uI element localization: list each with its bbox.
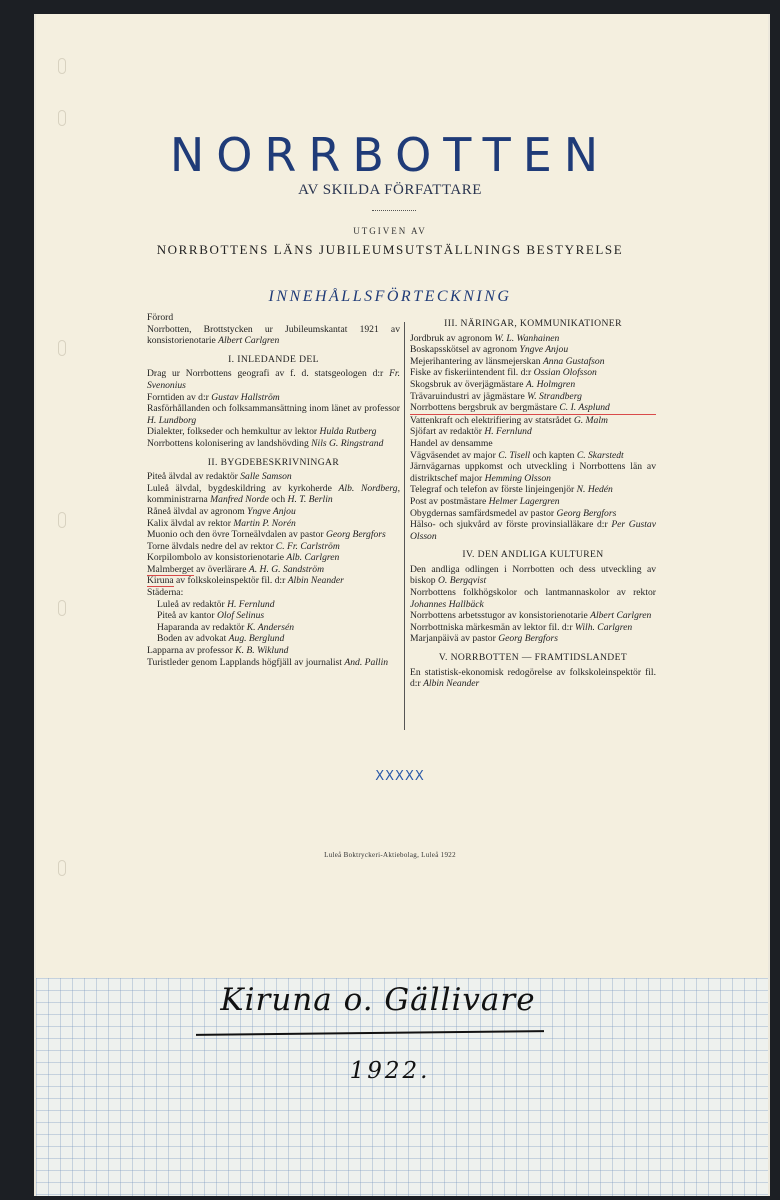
page-subtitle: AV SKILDA FÖRFATTARE bbox=[298, 182, 482, 198]
ornament-text: XXXXX bbox=[375, 769, 425, 782]
entry-text: Haparanda av redaktör bbox=[157, 621, 247, 633]
toc-entry bbox=[410, 450, 656, 462]
entry-text: Turistleder genom Lapplands högfjäll av journalist bbox=[147, 656, 345, 668]
author-name: Fr. Svenonius bbox=[147, 368, 400, 391]
entry-text: Muonio och den övre Torneälvdalen av pastor bbox=[147, 529, 326, 541]
published-by-label: UTGIVEN AV bbox=[353, 226, 427, 236]
author-name: Albert Carlgren bbox=[590, 610, 652, 622]
author-name: Alb. Carlgren bbox=[286, 552, 340, 564]
entry-text: Förord bbox=[147, 312, 174, 323]
entry-text: Boden av advokat bbox=[157, 633, 229, 645]
toc-entry bbox=[147, 552, 400, 564]
toc-entry bbox=[147, 599, 400, 611]
author-name: W. Strandberg bbox=[527, 390, 582, 402]
handwritten-place: Kiruna o. Gällivare bbox=[220, 982, 536, 1018]
section-heading: III. NÄRINGAR, KOMMUNIKATIONER bbox=[444, 318, 622, 329]
column-divider bbox=[404, 322, 405, 730]
entry-text: Norrbotten, Brottstycken ur Jubileumskantat 1921 av konsistorienotarie bbox=[147, 323, 400, 347]
toc-entry bbox=[410, 402, 656, 415]
ornament bbox=[364, 768, 436, 782]
author-name: Ossian Olofsson bbox=[533, 367, 597, 379]
entry-text: Hälso- och sjukvård av förste provinsialläkare d:r bbox=[410, 519, 612, 531]
toc-entry bbox=[410, 438, 656, 450]
toc-entry bbox=[147, 438, 400, 450]
entry-text: Trävaruindustri av jägmästare bbox=[410, 390, 528, 402]
author-name: N. Hedén bbox=[576, 484, 613, 496]
toc-heading: INNEHÅLLSFÖRTECKNING bbox=[268, 288, 512, 305]
toc-entry bbox=[147, 622, 400, 634]
toc-entry bbox=[147, 575, 400, 587]
entry-text: och bbox=[268, 494, 288, 506]
toc-entry bbox=[410, 426, 656, 438]
toc-entry bbox=[147, 324, 400, 347]
publisher-name: NORRBOTTENS LÄNS JUBILEUMSUTSTÄLLNINGS BESTYRELSE bbox=[156, 242, 624, 257]
entry-text: och kapten bbox=[530, 449, 577, 461]
entry-text: Städerna: bbox=[147, 587, 184, 599]
entry-text: Mejerihantering av länsmejerskan bbox=[410, 355, 543, 367]
author-name: G. Malm bbox=[573, 414, 608, 426]
toc-entry bbox=[410, 667, 656, 690]
author-name: Hemming Olsson bbox=[484, 472, 551, 484]
entry-text: Korpilombolo av konsistorienotarie bbox=[147, 552, 287, 564]
toc-left-column bbox=[147, 312, 400, 668]
toc-entry bbox=[147, 483, 400, 506]
entry-text: Obygdernas samfärdsmedel av pastor bbox=[410, 507, 557, 519]
author-name: Georg Bergfors bbox=[498, 633, 558, 645]
entry-text: komministrarna bbox=[147, 494, 211, 506]
entry-text: av överlärare bbox=[193, 563, 249, 575]
toc-entry bbox=[147, 392, 400, 404]
toc-entry bbox=[147, 506, 400, 518]
author-name: K. B. Wiklund bbox=[235, 645, 289, 657]
section-heading: IV. DEN ANDLIGA KULTUREN bbox=[462, 549, 604, 561]
toc-entry bbox=[147, 564, 400, 576]
author-name: Wilh. Carlgren bbox=[574, 621, 633, 633]
toc-entry bbox=[410, 391, 656, 403]
author-name: C. Skarstedt bbox=[576, 449, 624, 461]
entry-text: Jordbruk av agronom bbox=[410, 332, 495, 344]
entry-text: Kalix älvdal av rektor bbox=[147, 517, 234, 529]
section-heading: II. BYGDEBESKRIVNINGAR bbox=[207, 456, 340, 468]
entry-text: Piteå älvdal av redaktör bbox=[147, 471, 241, 483]
entry-text: Vattenkraft och elektrifiering av statsrådet bbox=[410, 414, 574, 426]
author-name: Johannes Hallbäck bbox=[410, 598, 484, 610]
author-name: Aug. Berglund bbox=[228, 633, 285, 645]
entry-text: Post av postmästare bbox=[410, 495, 489, 507]
entry-text: av folkskoleinspektör fil. d:r bbox=[173, 575, 288, 587]
toc-entry bbox=[410, 415, 656, 427]
author-name: Helmer Lagergren bbox=[488, 495, 560, 507]
entry-text: Forntiden av d:r bbox=[147, 391, 212, 403]
toc-entry bbox=[147, 633, 400, 645]
entry-text: Marjanpäivä av pastor bbox=[410, 633, 499, 645]
author-name: Yngve Anjou bbox=[247, 505, 296, 517]
author-name: Alb. Nordberg, bbox=[338, 482, 400, 494]
entry-text: Rasförhållanden och folksammansättning inom länet av professor bbox=[147, 403, 400, 415]
section-heading: V. NORRBOTTEN — FRAMTIDSLANDET bbox=[438, 652, 628, 664]
toc-entry bbox=[147, 541, 400, 553]
author-name: C. I. Asplund bbox=[559, 402, 610, 414]
toc-entry bbox=[410, 564, 656, 587]
entry-text: Sjöfart av redaktör bbox=[410, 426, 485, 438]
author-name: Nils G. Ringstrand bbox=[311, 437, 384, 449]
toc-entry bbox=[147, 312, 400, 324]
entry-text: Skogsbruk av överjägmästare bbox=[410, 378, 526, 390]
toc-entry bbox=[147, 426, 400, 438]
toc-entry bbox=[147, 657, 400, 669]
toc-entry bbox=[410, 496, 656, 508]
toc-entry bbox=[147, 645, 400, 657]
author-name: W. L. Wanhainen bbox=[494, 332, 560, 344]
author-name: H. T. Berlin bbox=[287, 494, 333, 506]
entry-text: Råneå älvdal av agronom bbox=[147, 505, 248, 517]
entry-text: Norrbottens arbetsstugor av konsistorienotarie bbox=[410, 610, 591, 622]
entry-text: Luleå älvdal, bygdeskildring av kyrkoherde bbox=[147, 482, 339, 494]
author-name: Hulda Rutberg bbox=[319, 426, 377, 438]
toc-right-column bbox=[410, 318, 656, 690]
entry-text: Torne älvdals nedre del av rektor bbox=[147, 540, 276, 552]
author-name: And. Pallin bbox=[344, 656, 389, 668]
entry-text: Lapparna av professor bbox=[147, 645, 236, 657]
author-name: Albert Carlgren bbox=[218, 335, 280, 347]
author-name: K. Andersén bbox=[246, 621, 295, 633]
toc-entry bbox=[410, 610, 656, 622]
toc-entry bbox=[410, 633, 656, 645]
toc-entry bbox=[410, 519, 656, 542]
author-name: Yngve Anjou bbox=[519, 344, 569, 356]
author-name: O. Bergqvist bbox=[438, 575, 487, 587]
entry-text: Kiruna bbox=[147, 575, 174, 587]
entry-text: Järnvägarnas uppkomst och utveckling i Norrbottens län av distriktschef major bbox=[410, 461, 656, 484]
toc-entry bbox=[410, 344, 656, 356]
toc-entry bbox=[410, 367, 656, 379]
section-heading: I. INLEDANDE DEL bbox=[228, 353, 319, 365]
author-name: H. Lundborg bbox=[147, 414, 197, 426]
author-name: Salle Samson bbox=[240, 471, 292, 483]
entry-text: Piteå av kantor bbox=[157, 610, 217, 622]
entry-text: Luleå av redaktör bbox=[157, 598, 228, 610]
toc-entry bbox=[147, 587, 400, 599]
entry-text: Telegraf och telefon av förste linjeingenjör bbox=[410, 484, 577, 496]
entry-text: En statistisk-ekonomisk redogörelse av folkskoleinspektör fil. d:r bbox=[410, 666, 656, 690]
entry-text: Drag ur Norrbottens geografi av f. d. statsgeologen d:r bbox=[147, 368, 390, 380]
author-name: Albin Neander bbox=[423, 678, 480, 690]
toc-entry bbox=[410, 379, 656, 391]
toc-entry bbox=[147, 529, 400, 541]
toc-entry bbox=[410, 356, 656, 368]
entry-text: Fiske av fiskeriintendent fil. d:r bbox=[410, 367, 534, 379]
toc-entry bbox=[147, 471, 400, 483]
entry-text: Boskapsskötsel av agronom bbox=[410, 344, 520, 356]
author-name: Olof Selinus bbox=[216, 610, 265, 622]
author-name: Manfred Norde bbox=[210, 494, 269, 506]
printer-imprint: Luleå Boktryckeri-Aktiebolag, Luleå 1922 bbox=[324, 851, 456, 859]
entry-text: Norrbottens bergsbruk av bergmästare bbox=[410, 402, 560, 414]
author-name: H. Fernlund bbox=[484, 426, 532, 438]
toc-entry bbox=[410, 622, 656, 634]
author-name: Martin P. Norén bbox=[233, 517, 296, 529]
entry-text: Dialekter, folkseder och hemkultur av lektor bbox=[147, 426, 320, 438]
author-name: Gustav Hallström bbox=[211, 391, 280, 403]
entry-text: Den andliga odlingen i Norrbotten och dess utveckling av biskop bbox=[410, 563, 656, 587]
entry-text: Norrbottens folkhögskolor och lantmannaskolor av rektor bbox=[410, 587, 656, 599]
handwritten-year: 1922. bbox=[349, 1058, 431, 1084]
toc-entry bbox=[410, 461, 656, 484]
author-name: H. Fernlund bbox=[227, 598, 275, 610]
author-name: C. Fr. Carlström bbox=[275, 540, 340, 552]
entry-text: Norrbottens kolonisering av landshövding bbox=[147, 437, 312, 449]
entry-text: Handel av densamme bbox=[410, 437, 493, 449]
page-title: NORRBOTTEN bbox=[169, 128, 611, 182]
toc-entry bbox=[410, 587, 656, 610]
toc-entry bbox=[410, 508, 656, 520]
entry-text: Malmberget bbox=[147, 563, 194, 575]
author-name: Albin Neander bbox=[287, 575, 344, 587]
toc-entry bbox=[147, 610, 400, 622]
author-name: Georg Bergfors bbox=[556, 507, 617, 519]
author-name: C. Tisell bbox=[498, 449, 531, 461]
entry-text: Vägväsendet av major bbox=[410, 449, 499, 461]
author-name: Anna Gustafson bbox=[542, 355, 605, 367]
toc-entry bbox=[410, 484, 656, 496]
toc-entry bbox=[147, 403, 400, 426]
toc-entry bbox=[410, 333, 656, 345]
dotted-rule bbox=[372, 210, 416, 211]
toc-entry bbox=[147, 518, 400, 530]
entry-text: Norrbottniska märkesmän av lektor fil. d:r bbox=[410, 621, 575, 633]
toc-entry bbox=[147, 368, 400, 391]
author-name: A. H. G. Sandström bbox=[248, 563, 325, 575]
author-name: Georg Bergfors bbox=[325, 529, 386, 541]
author-name: Per Gustav Olsson bbox=[410, 519, 656, 542]
author-name: A. Holmgren bbox=[525, 378, 576, 390]
